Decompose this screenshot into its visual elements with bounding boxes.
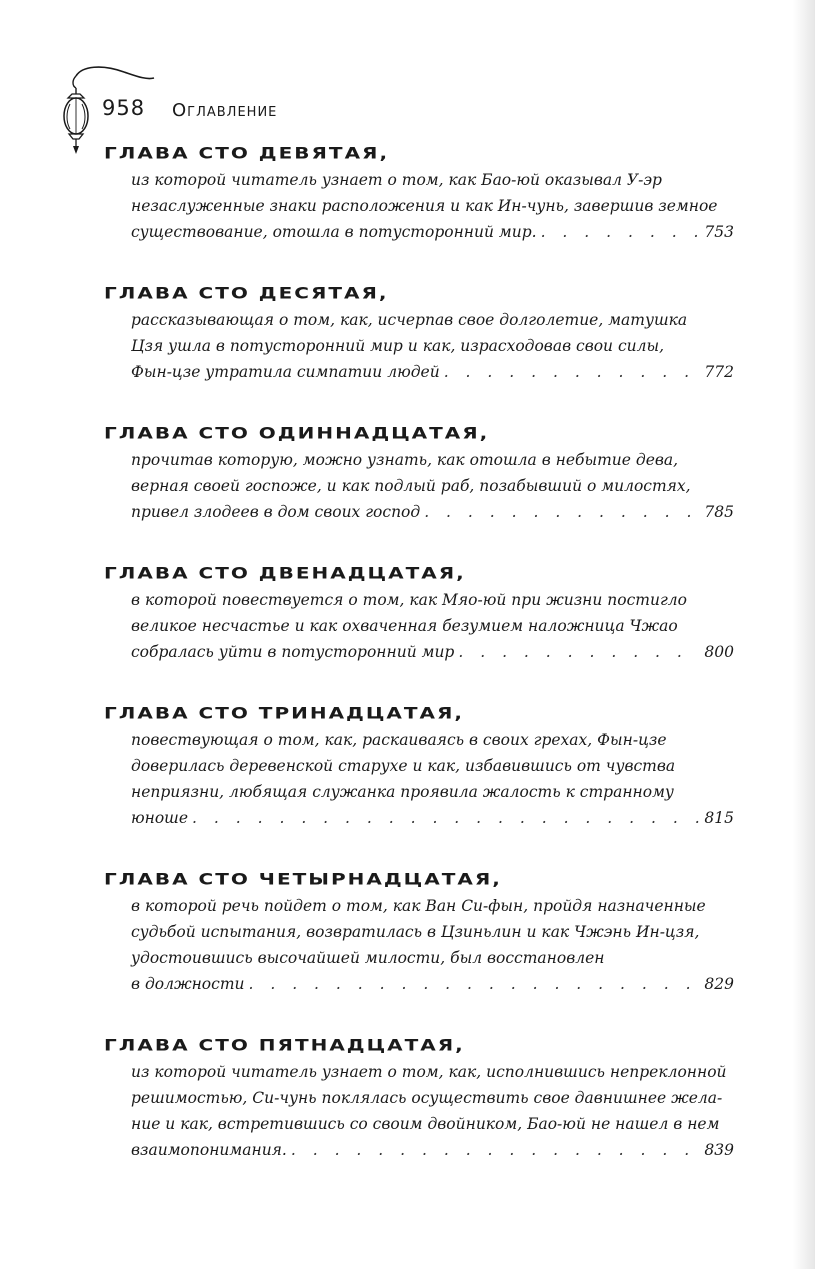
page-reference: 800	[704, 643, 734, 661]
page-reference: 753	[704, 223, 734, 241]
page-reference: 785	[704, 503, 734, 521]
description-line: в которой повествуется о том, как Мяо-юй при жизни постигло	[131, 591, 688, 609]
toc-entry	[104, 140, 734, 245]
description-line: собралась уйти в потусторонний мир	[131, 643, 455, 661]
description-line: удостоившись высочайшей милости, был восстановлен	[131, 949, 605, 967]
dot-leader	[444, 359, 701, 385]
dot-leader	[249, 971, 701, 997]
page-reference: 772	[704, 363, 734, 381]
chapter-title: ГЛАВА СТО ОДИННАДЦАТАЯ,	[104, 423, 490, 443]
page-number: 958	[102, 96, 146, 120]
dot-leader	[192, 805, 700, 831]
running-title: Оглавление	[172, 100, 278, 121]
chapter-title: ГЛАВА СТО ДЕВЯТАЯ,	[104, 143, 390, 163]
description-last-line	[131, 1137, 734, 1163]
description-last-line	[131, 971, 734, 997]
chapter-title: ГЛАВА СТО ПЯТНАДЦАТАЯ,	[104, 1035, 465, 1055]
chapter-description	[131, 587, 734, 665]
chapter-title: ГЛАВА СТО ДЕСЯТАЯ,	[104, 283, 389, 303]
description-last-line	[131, 499, 734, 525]
dot-leader	[291, 1137, 701, 1163]
chapter-description	[131, 893, 734, 997]
dot-leader	[541, 219, 701, 245]
page-reference: 829	[704, 975, 734, 993]
description-line: взаимопонимания.	[131, 1141, 287, 1159]
description-line: незаслуженные знаки расположения и как Ин-чунь, завершив земное	[131, 197, 718, 215]
chapter-title: ГЛАВА СТО ЧЕТЫРНАДЦАТАЯ,	[104, 869, 502, 889]
description-last-line	[131, 639, 734, 665]
description-line: повествующая о том, как, раскаиваясь в своих грехах, Фын-цзе	[131, 731, 667, 749]
description-line: судьбой испытания, возвратилась в Цзиньлин и как Чжэнь Ин-цзя,	[131, 923, 700, 941]
description-line: существование, отошла в потусторонний мир.	[131, 223, 537, 241]
description-line: неприязни, любящая служанка проявила жалость к странному	[131, 783, 674, 801]
toc-entry	[104, 280, 734, 385]
description-line: привел злодеев в дом своих господ	[131, 503, 421, 521]
page-edge-shadow	[793, 0, 815, 1269]
toc-entry	[104, 866, 734, 997]
page-reference: 839	[704, 1141, 734, 1159]
description-line: верная своей госпоже, и как подлый раб, позабывший о милостях,	[131, 477, 691, 495]
description-line: Цзя ушла в потусторонний мир и как, израсходовав свои силы,	[131, 337, 665, 355]
description-line: ние и как, встретившись со своим двойником, Бао-юй не нашел в нем	[131, 1115, 720, 1133]
description-line: из которой читатель узнает о том, как, исполнившись непреклонной	[131, 1063, 727, 1081]
description-line: доверилась деревенской старухе и как, избавившись от чувства	[131, 757, 676, 775]
table-of-contents	[104, 140, 734, 1198]
description-line: решимостью, Си-чунь поклялась осуществить свое давнишнее жела-	[131, 1089, 723, 1107]
chapter-description	[131, 1059, 734, 1163]
chapter-description	[131, 167, 734, 245]
description-line: юноше	[131, 809, 189, 827]
chapter-description	[131, 447, 734, 525]
page-reference: 815	[704, 809, 734, 827]
chapter-description	[131, 727, 734, 831]
chapter-title: ГЛАВА СТО ДВЕНАДЦАТАЯ,	[104, 563, 466, 583]
description-line: в должности	[131, 975, 245, 993]
description-last-line	[131, 805, 734, 831]
description-line: из которой читатель узнает о том, как Бао-юй оказывал У-эр	[131, 171, 662, 189]
description-line: рассказывающая о том, как, исчерпав свое долголетие, матушка	[131, 311, 688, 329]
description-line: Фын-цзе утратила симпатии людей	[131, 363, 440, 381]
toc-entry	[104, 700, 734, 831]
description-last-line	[131, 359, 734, 385]
toc-entry	[104, 560, 734, 665]
description-line: великое несчастье и как охваченная безумием наложница Чжао	[131, 617, 678, 635]
description-line: в которой речь пойдет о том, как Ван Си-фын, пройдя назначенные	[131, 897, 706, 915]
toc-entry	[104, 1032, 734, 1163]
chapter-description	[131, 307, 734, 385]
description-line: прочитав которую, можно узнать, как отошла в небытие дева,	[131, 451, 679, 469]
dot-leader	[424, 499, 700, 525]
chapter-title: ГЛАВА СТО ТРИНАДЦАТАЯ,	[104, 703, 465, 723]
dot-leader	[458, 639, 700, 665]
toc-entry	[104, 420, 734, 525]
description-last-line	[131, 219, 734, 245]
